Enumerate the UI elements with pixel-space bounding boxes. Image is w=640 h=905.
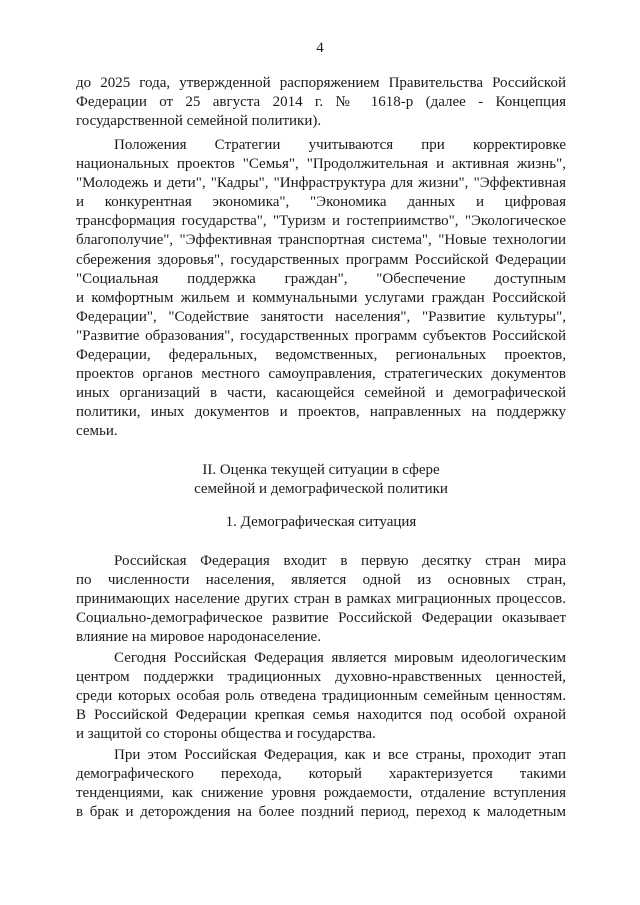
text-line: принимающих население других стран в рамках миграционных процессов. bbox=[76, 591, 566, 608]
text-line: благополучие", "Эффективная транспортная система", "Новые технологии bbox=[76, 232, 566, 249]
text-line: до 2025 года, утвержденной распоряжением Правительства Российской bbox=[76, 75, 566, 91]
text-line: "Молодежь и дети", "Кадры", "Инфраструктура для жизни", "Эффективная bbox=[76, 175, 566, 192]
text-line: среди которых особая роль отведена традиционным семейным ценностям. bbox=[76, 688, 566, 705]
text-line: Федерации, федеральных, ведомственных, региональных проектов, bbox=[76, 347, 566, 364]
text-line: Социально-демографическое развитие Российской Федерации оказывает bbox=[76, 610, 566, 627]
text-line: и комфортным жильем и коммунальными услугами граждан Российской bbox=[76, 289, 566, 306]
heading-line: 1. Демографическая ситуация bbox=[225, 514, 417, 530]
paragraph-concept-reference bbox=[76, 74, 566, 131]
text-line: "Социальная поддержка граждан", "Обеспечение доступным bbox=[76, 270, 566, 287]
text-line: государственной семейной политики). bbox=[76, 113, 322, 130]
text-line: Федерации от 25 августа 2014 г. № 1618-р (далее - Концепция bbox=[76, 94, 566, 111]
paragraph-population bbox=[76, 552, 566, 647]
paragraph-demographic-transition bbox=[76, 746, 566, 822]
section-heading bbox=[76, 461, 566, 499]
subsection-heading bbox=[76, 513, 566, 532]
text-line: В Российской Федерации крепкая семья находится под особой охраной bbox=[76, 707, 566, 724]
text-line: национальных проектов "Семья", "Продолжительная и активная жизнь", bbox=[76, 156, 566, 173]
page-number: 4 bbox=[316, 40, 324, 56]
text-line: тенденциями, как снижение уровня рождаемости, отдаление вступления bbox=[76, 785, 566, 802]
text-line: Сегодня Российская Федерация является мировым идеологическим bbox=[114, 650, 566, 666]
text-line: иных организаций в части, касающейся семейной и демографической bbox=[76, 385, 566, 402]
text-line: центром поддержки традиционных духовно-нравственных ценностей, bbox=[76, 669, 566, 686]
text-line: проектов органов местного самоуправления, стратегических документов bbox=[76, 366, 566, 383]
text-line: демографического перехода, который характеризуется такими bbox=[76, 766, 566, 783]
heading-line: II. Оценка текущей ситуации в сфере bbox=[202, 462, 440, 478]
text-line: семьи. bbox=[76, 423, 118, 440]
paragraph-strategy-provisions bbox=[76, 136, 566, 442]
text-line: Российская Федерация входит в первую десятку стран мира bbox=[114, 553, 566, 569]
text-line: по численности населения, является одной из основных стран, bbox=[76, 572, 566, 589]
heading-line: семейной и демографической политики bbox=[194, 481, 448, 498]
text-line: Федерации", "Содействие занятости населения", "Развитие культуры", bbox=[76, 308, 566, 325]
paragraph-traditional-values bbox=[76, 649, 566, 744]
text-line: сбережения здоровья", государственных программ Российской Федерации bbox=[76, 251, 566, 268]
text-line: в брак и деторождения на более поздний период, переход к малодетным bbox=[76, 804, 566, 821]
text-line: "Развитие образования", государственных программ субъектов Российской bbox=[76, 327, 566, 344]
text-line: влияние на мировое народонаселение. bbox=[76, 629, 321, 646]
text-line: и защитой со стороны общества и государства. bbox=[76, 726, 376, 743]
text-line: трансформация государства", "Туризм и гостеприимство", "Экологическое bbox=[76, 213, 566, 230]
text-line: Положения Стратегии учитываются при корректировке bbox=[114, 137, 566, 153]
text-line: При этом Российская Федерация, как и все страны, проходит этап bbox=[114, 747, 566, 763]
text-line: и конкурентная экономика", "Экономика данных и цифровая bbox=[76, 194, 566, 211]
text-line: политики, иных документов и проектов, направленных на поддержку bbox=[76, 404, 566, 421]
